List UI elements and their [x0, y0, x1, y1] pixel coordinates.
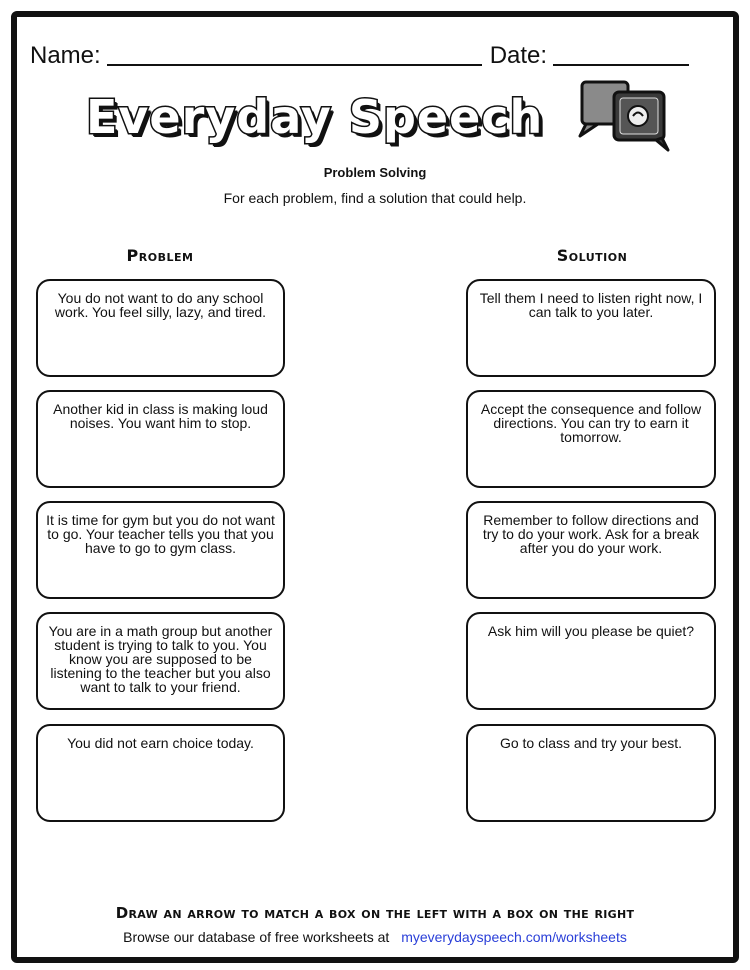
- problem-box-2[interactable]: Another kid in class is making loud noises. You want him to stop.: [36, 390, 285, 488]
- worksheet-instructions: For each problem, find a solution that could help.: [223, 190, 527, 206]
- footer-instruction: Draw an arrow to match a box on the left with a box on the right: [115, 904, 635, 922]
- solution-box-2[interactable]: Accept the consequence and follow directions. You can try to earn it tomorrow.: [466, 390, 716, 488]
- speech-bubbles-icon: [578, 80, 670, 152]
- problem-box-4[interactable]: You are in a math group but another student is trying to talk to you. You know you are supposed to be listening to the teacher but you also want to talk to your friend.: [36, 612, 285, 710]
- solution-box-4[interactable]: Ask him will you please be quiet?: [466, 612, 716, 710]
- browse-text: Browse our database of free worksheets at: [123, 929, 390, 945]
- worksheets-link[interactable]: myeverydayspeech.com/worksheets: [401, 929, 627, 945]
- name-date-row: [30, 42, 720, 70]
- name-label: Name:: [30, 42, 101, 69]
- browse-line: [0, 929, 750, 945]
- solution-heading: Solution: [556, 246, 628, 265]
- solution-box-3[interactable]: Remember to follow directions and try to do your work. Ask for a break after you do your work.: [466, 501, 716, 599]
- worksheet-subtitle: Problem Solving: [323, 165, 427, 180]
- name-line[interactable]: [107, 42, 482, 66]
- date-label: Date:: [489, 42, 548, 69]
- problem-box-1[interactable]: You do not want to do any school work. You feel silly, lazy, and tired.: [36, 279, 285, 377]
- problem-heading: Problem: [126, 246, 194, 265]
- solution-box-1[interactable]: Tell them I need to listen right now, I can talk to you later.: [466, 279, 716, 377]
- brand-title: Everyday Speech: [86, 90, 544, 144]
- problem-box-3[interactable]: It is time for gym but you do not want to go. Your teacher tells you that you have to go to gym class.: [36, 501, 285, 599]
- date-line[interactable]: [553, 42, 689, 66]
- solution-box-5[interactable]: Go to class and try your best.: [466, 724, 716, 822]
- problem-box-5[interactable]: You did not earn choice today.: [36, 724, 285, 822]
